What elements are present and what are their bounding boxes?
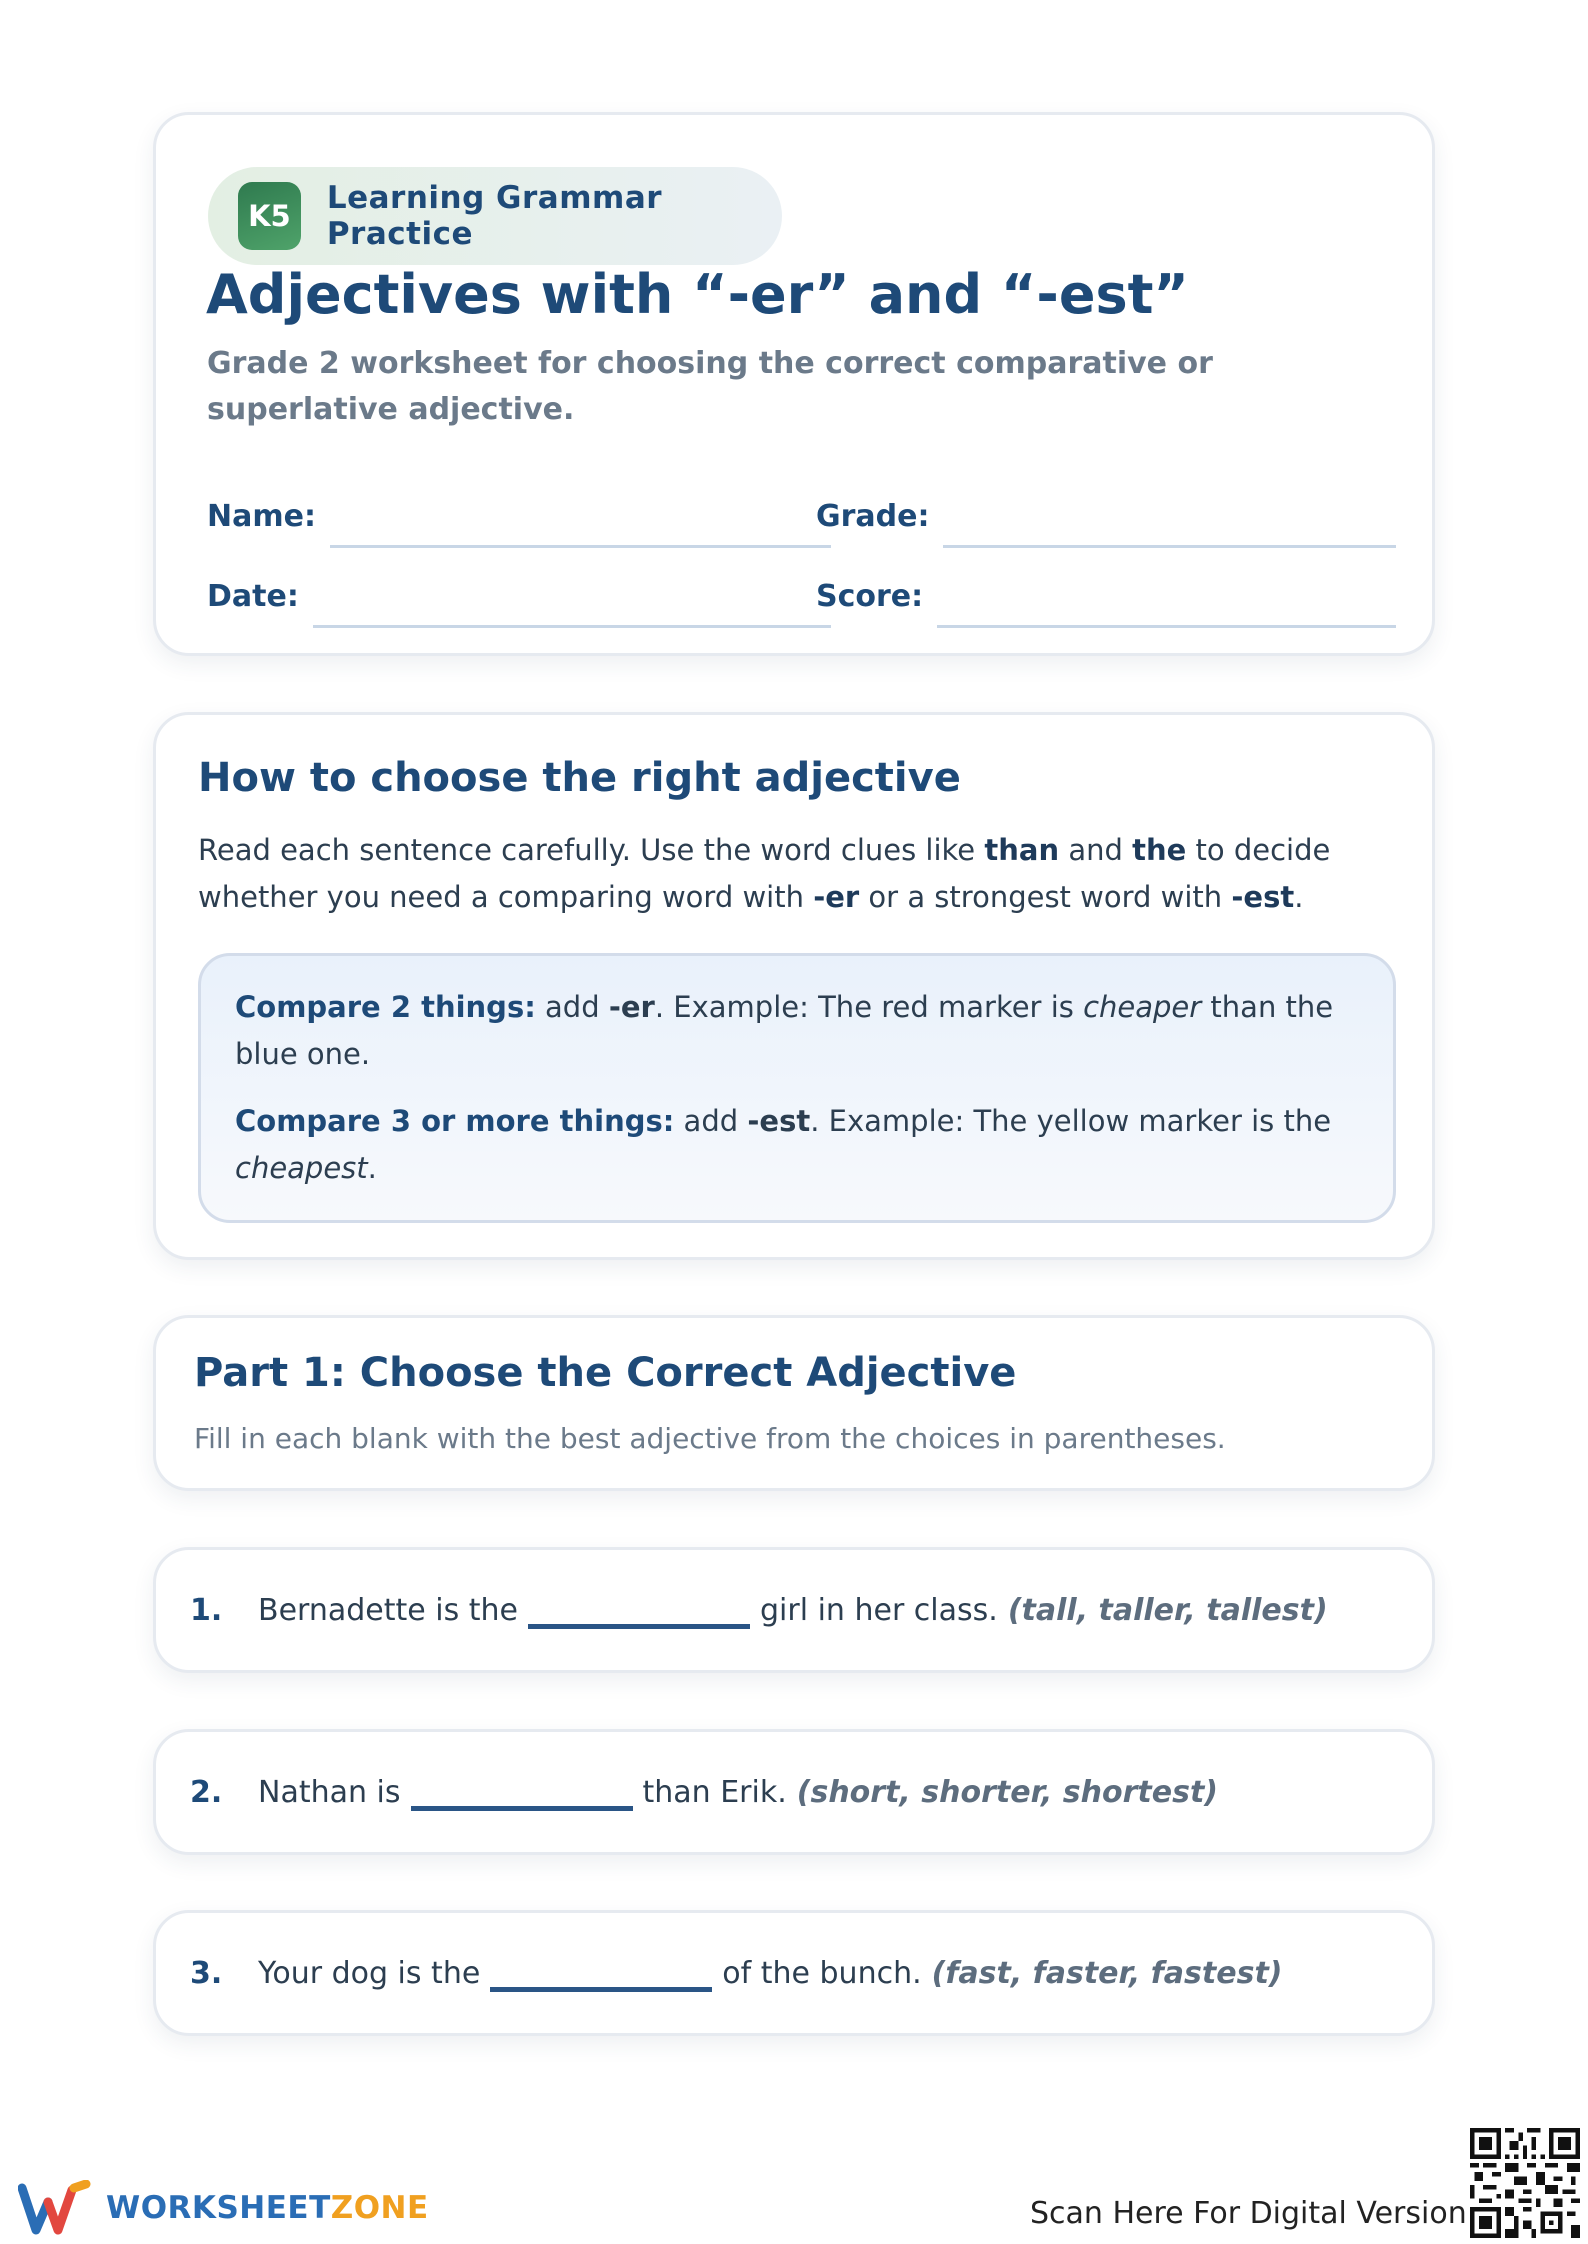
part-1-title: Part 1: Choose the Correct Adjective — [194, 1350, 1017, 1396]
instructions-text — [198, 827, 1398, 921]
name-field[interactable] — [207, 499, 831, 534]
example-1-end: than the blue one. — [235, 990, 1334, 1071]
score-field[interactable] — [816, 579, 1396, 614]
example-comparative — [235, 984, 1359, 1078]
example-2-suffix: -est — [747, 1104, 811, 1138]
header-card — [153, 112, 1435, 656]
scan-instruction: Scan Here For Digital Version — [1030, 2196, 1467, 2231]
question-card — [153, 1547, 1435, 1673]
worksheet-title: Adjectives with “-er” and “-est” — [206, 263, 1189, 326]
part-1-subtitle: Fill in each blank with the best adjective from the choices in parentheses. — [194, 1422, 1226, 1455]
question-number: 1. — [190, 1592, 223, 1628]
clue-the: the — [1132, 833, 1187, 867]
instr-part-2: and — [1059, 833, 1133, 867]
example-superlative — [235, 1098, 1359, 1192]
instr-part-4: or a strongest word with — [859, 880, 1232, 914]
date-field[interactable] — [207, 579, 831, 614]
worksheet-subtitle: Grade 2 worksheet for choosing the correct comparative or superlative adjective. — [207, 346, 1213, 427]
question-after: girl in her class. — [760, 1592, 998, 1628]
name-line[interactable] — [330, 545, 831, 548]
example-2-end: . — [367, 1151, 377, 1185]
badge-text: Learning Grammar Practice — [326, 180, 663, 252]
examples-box — [198, 953, 1396, 1223]
question-card — [153, 1729, 1435, 1855]
answer-blank[interactable] — [528, 1591, 750, 1629]
suffix-er: -er — [813, 880, 860, 914]
clue-than: than — [984, 833, 1060, 867]
instr-part-3: to decide whether you need a comparing word with — [198, 833, 1331, 914]
brand-name — [106, 2190, 429, 2226]
question-number: 3. — [190, 1955, 223, 1991]
grade-line[interactable] — [943, 545, 1396, 548]
example-1-word: cheaper — [1083, 990, 1202, 1024]
part-1-card — [153, 1315, 1435, 1491]
question-after: than Erik. — [642, 1774, 787, 1810]
instructions-card — [153, 712, 1435, 1260]
instr-part-5: . — [1294, 880, 1304, 914]
qr-code-icon[interactable] — [1470, 2128, 1580, 2238]
score-line[interactable] — [937, 625, 1396, 628]
question-number: 2. — [190, 1774, 223, 1810]
example-1-lead: Compare 2 things: — [235, 990, 536, 1024]
example-2-rest: . Example: The yellow marker is the — [810, 1104, 1332, 1138]
example-1-suffix: -er — [608, 990, 655, 1024]
question-after: of the bunch. — [722, 1955, 922, 1991]
grade-field[interactable] — [816, 499, 1396, 534]
question-before: Nathan is — [258, 1774, 401, 1810]
question-choices: (short, shorter, shortest) — [796, 1774, 1219, 1810]
name-label: Name: — [207, 499, 316, 534]
date-label: Date: — [207, 579, 299, 614]
example-2-word: cheapest — [235, 1151, 368, 1185]
instructions-title: How to choose the right adjective — [198, 755, 961, 801]
question-choices: (fast, faster, fastest) — [931, 1955, 1283, 1991]
worksheetzone-w-icon — [18, 2180, 92, 2236]
question-before: Your dog is the — [258, 1955, 481, 1991]
date-line[interactable] — [313, 625, 831, 628]
example-1-add: add — [535, 990, 609, 1024]
example-1-rest: . Example: The red marker is — [654, 990, 1084, 1024]
example-2-lead: Compare 3 or more things: — [235, 1104, 675, 1138]
score-label: Score: — [816, 579, 924, 614]
question-choices: (tall, taller, tallest) — [1007, 1592, 1328, 1628]
answer-blank[interactable] — [490, 1954, 712, 1992]
series-badge — [208, 167, 782, 265]
k5-logo-icon: K5 — [238, 182, 301, 250]
question-card — [153, 1910, 1435, 2036]
suffix-est: -est — [1231, 880, 1295, 914]
brand-part-2: ZONE — [330, 2190, 429, 2226]
grade-label: Grade: — [816, 499, 930, 534]
example-2-add: add — [674, 1104, 748, 1138]
brand-part-1: WORKSHEET — [106, 2190, 331, 2226]
worksheetzone-logo[interactable] — [18, 2180, 429, 2236]
answer-blank[interactable] — [411, 1773, 633, 1811]
instr-part-1: Read each sentence carefully. Use the word clues like — [198, 833, 985, 867]
question-before: Bernadette is the — [258, 1592, 518, 1628]
